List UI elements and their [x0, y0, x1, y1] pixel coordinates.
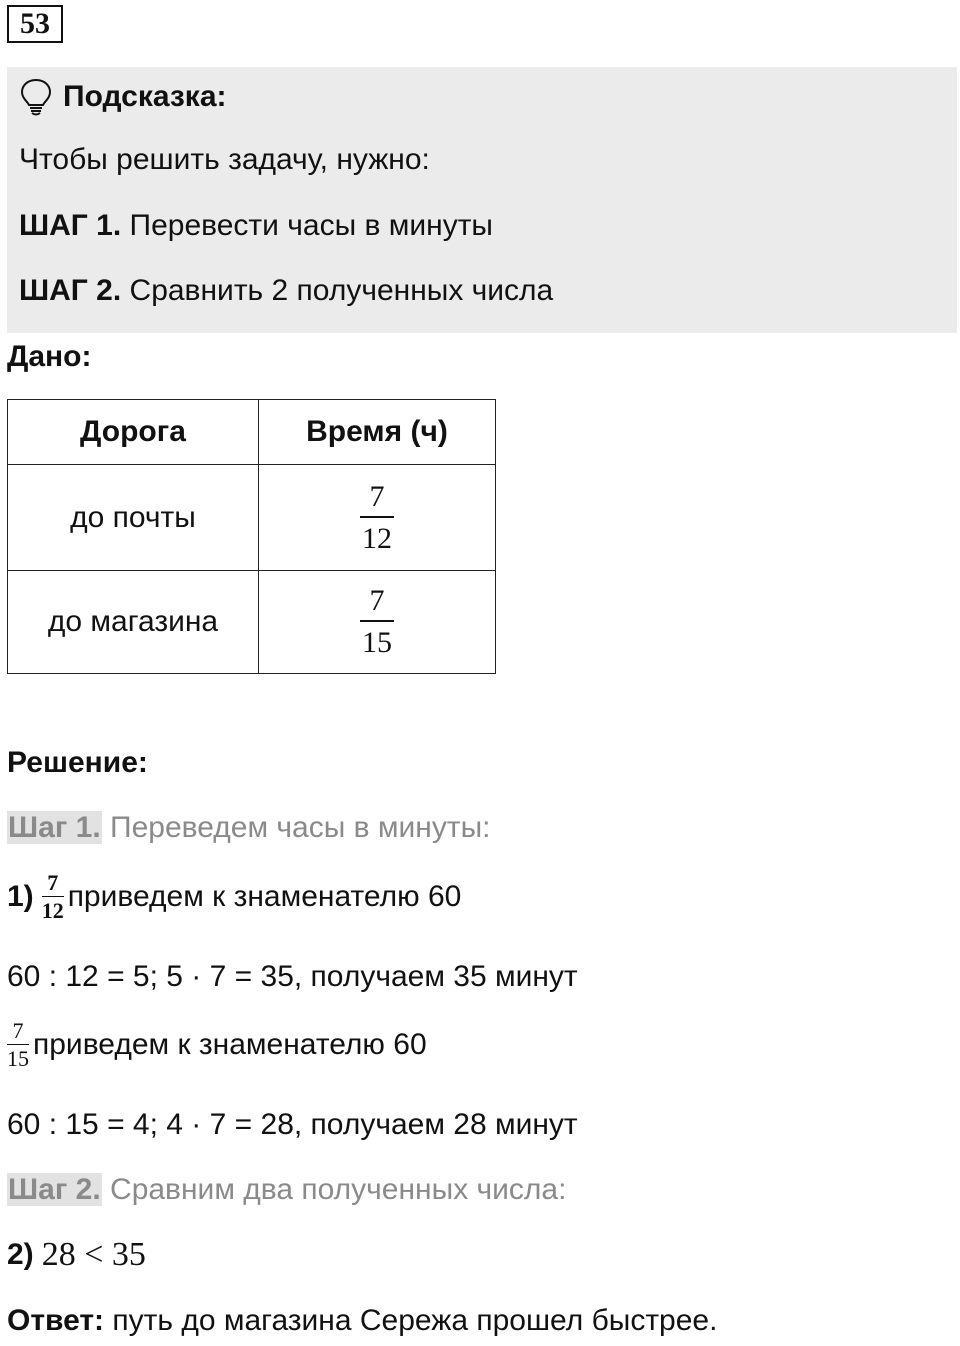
- fraction-denominator: 12: [41, 898, 64, 923]
- calc-line-2: 60 : 15 = 4; 4 · 7 = 28, получаем 28 минут: [7, 1108, 578, 1141]
- fraction: [360, 586, 394, 658]
- fraction: [360, 479, 394, 555]
- fraction-numerator: 7: [47, 870, 59, 895]
- solution-label: Решение:: [7, 746, 148, 779]
- step-2-label: Шаг 2.: [8, 1173, 101, 1206]
- hint-title: Подсказка:: [63, 80, 227, 113]
- fraction-bar: [7, 1044, 29, 1045]
- given-label: Дано:: [7, 340, 92, 373]
- fraction-numerator: 7: [369, 479, 385, 513]
- fraction-numerator: 7: [369, 584, 385, 617]
- time-cell: [259, 571, 496, 674]
- comparison: 28 < 35: [41, 1236, 146, 1273]
- item-1-text: приведем к знаменателю 60: [67, 880, 462, 913]
- hint-step-2: [19, 274, 553, 308]
- time-cell: [259, 465, 496, 571]
- answer-text: путь до магазина Сережа прошел быстрее.: [104, 1304, 718, 1337]
- step-1-label: Шаг 1.: [8, 811, 101, 844]
- step-1-text: Переведем часы в минуты:: [101, 811, 491, 844]
- answer: [7, 1304, 717, 1338]
- fraction-denominator: 15: [362, 626, 392, 659]
- lightbulb-icon: [19, 78, 53, 116]
- solution-item-2: [7, 1020, 427, 1070]
- hint-step-1-label: ШАГ 1.: [19, 209, 122, 242]
- header-time: Время (ч): [259, 400, 496, 465]
- road-cell: до магазина: [8, 571, 259, 674]
- fraction-bar: [360, 516, 394, 518]
- fraction: [42, 872, 64, 922]
- solution-item-3: [7, 1236, 146, 1274]
- hint-step-2-label: ШАГ 2.: [19, 274, 122, 307]
- answer-label: Ответ:: [7, 1304, 105, 1337]
- fraction: [7, 1020, 29, 1070]
- solution-item-1: [7, 872, 461, 922]
- table-row: [8, 465, 496, 571]
- hint-box: [7, 67, 957, 333]
- table-row: [8, 571, 496, 674]
- hint-header: [19, 79, 227, 115]
- hint-step-1-text: Перевести часы в минуты: [121, 209, 493, 242]
- hint-step-2-text: Сравнить 2 полученных числа: [121, 274, 554, 307]
- header-road: Дорога: [8, 400, 259, 465]
- task-number: 53: [7, 5, 63, 43]
- solution-step-1: [7, 811, 491, 845]
- fraction-numerator: 7: [12, 1018, 24, 1043]
- item-1-prefix: 1): [7, 880, 34, 913]
- fraction-denominator: 15: [7, 1046, 29, 1071]
- solution-step-2: [7, 1173, 566, 1207]
- fraction-bar: [42, 896, 64, 897]
- road-cell: до почты: [8, 465, 259, 571]
- given-table: [7, 399, 496, 674]
- table-header-row: [8, 400, 496, 465]
- fraction-denominator: 12: [362, 521, 392, 555]
- fraction-bar: [360, 620, 394, 622]
- calc-line-1: 60 : 12 = 5; 5 · 7 = 35, получаем 35 минут: [7, 960, 578, 993]
- item-3-prefix: 2): [7, 1238, 34, 1271]
- hint-step-1: [19, 209, 493, 243]
- step-2-text: Сравним два полученных числа:: [101, 1173, 567, 1206]
- item-2-text: приведем к знаменателю 60: [33, 1028, 427, 1061]
- hint-intro: Чтобы решить задачу, нужно:: [19, 143, 430, 176]
